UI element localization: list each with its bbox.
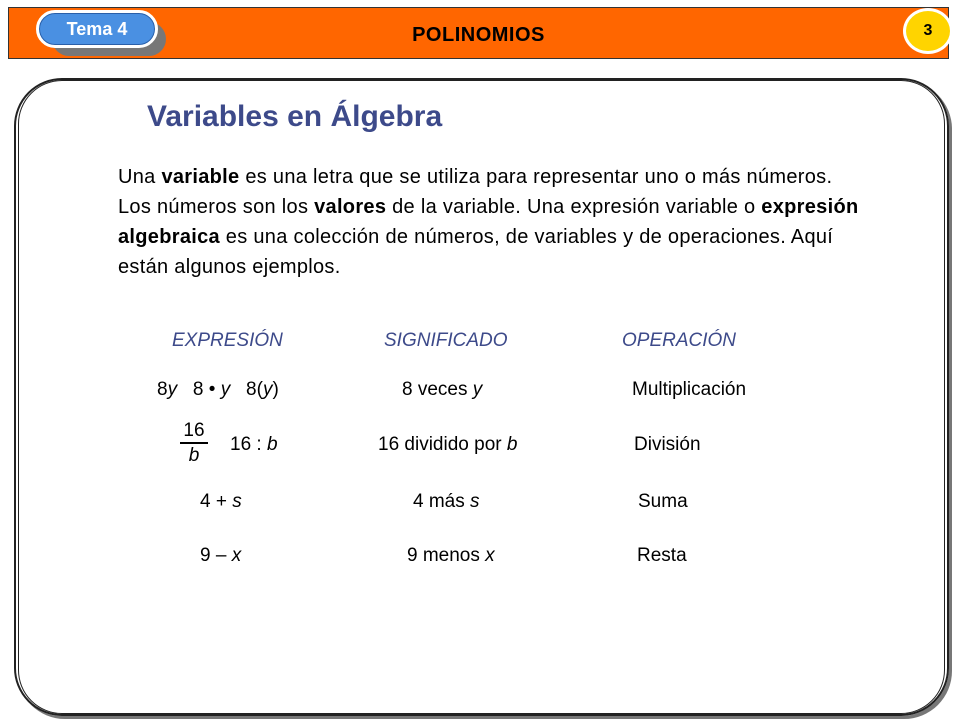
header-significado: SIGNIFICADO: [384, 330, 508, 351]
row2-operation: División: [634, 434, 701, 455]
expression-text: 8 veces: [402, 379, 473, 400]
expression-text: 16 :: [230, 434, 267, 455]
bold-term: valores: [314, 196, 387, 218]
variable-letter: x: [485, 545, 495, 566]
row1-meaning: [402, 379, 482, 401]
tab-label: Tema 4: [66, 19, 128, 39]
variable-letter: b: [506, 434, 518, 455]
fraction-numerator: 16: [180, 420, 208, 444]
variable-letter: b: [266, 434, 278, 455]
variable-letter: y: [262, 379, 273, 400]
page-number: 3: [923, 22, 933, 39]
header-expresion: EXPRESIÓN: [172, 330, 283, 351]
variable-letter: s: [470, 491, 480, 512]
paragraph-text: de la variable. Una expresión variable o: [386, 196, 762, 218]
variable-letter: x: [231, 545, 242, 566]
variable-letter: y: [472, 379, 483, 400]
page-number-badge: [903, 8, 953, 54]
header-operacion: OPERACIÓN: [622, 330, 737, 351]
paragraph-text: es una colección de números, de variables y de operaciones. Aquí están algunos ejemplos.: [118, 226, 834, 278]
intro-paragraph: [118, 162, 863, 282]
fraction-16-b: [180, 420, 208, 468]
expression-text: ): [272, 379, 279, 400]
tab-tema[interactable]: [36, 10, 158, 48]
row3-meaning: [413, 491, 480, 513]
expression-text: 9 –: [200, 545, 232, 566]
row2-meaning: [378, 434, 517, 456]
bold-term: variable: [161, 166, 240, 188]
header-title: POLINOMIOS: [412, 24, 545, 46]
paragraph-text: Una: [118, 166, 162, 188]
expression-text: 9 menos: [407, 545, 486, 566]
row3-operation: Suma: [638, 491, 688, 512]
fraction-denominator: b: [188, 445, 200, 466]
expression-text: 4 +: [200, 491, 233, 512]
row4-operation: Resta: [637, 545, 687, 566]
row4-expression: [200, 545, 241, 567]
row3-expression: [200, 491, 242, 513]
expression-text: 16 dividido por: [378, 434, 507, 455]
variable-letter: y: [220, 379, 231, 400]
row4-meaning: [407, 545, 495, 567]
row2-expression: [230, 434, 278, 456]
expression-text: 8: [157, 379, 168, 400]
row1-operation: Multiplicación: [632, 379, 747, 400]
slide-title: Variables en Álgebra: [147, 100, 443, 133]
variable-letter: s: [232, 491, 242, 512]
row1-expression: [157, 379, 279, 401]
paragraph-text: es una letra que se utiliza para representar uno o más números. Los números son los: [118, 166, 833, 218]
variable-letter: y: [167, 379, 178, 400]
bold-term: expresión algebraica: [118, 196, 859, 248]
expression-text: 8 •: [177, 379, 221, 400]
expression-text: 4 más: [413, 491, 471, 512]
expression-text: 8(: [230, 379, 263, 400]
